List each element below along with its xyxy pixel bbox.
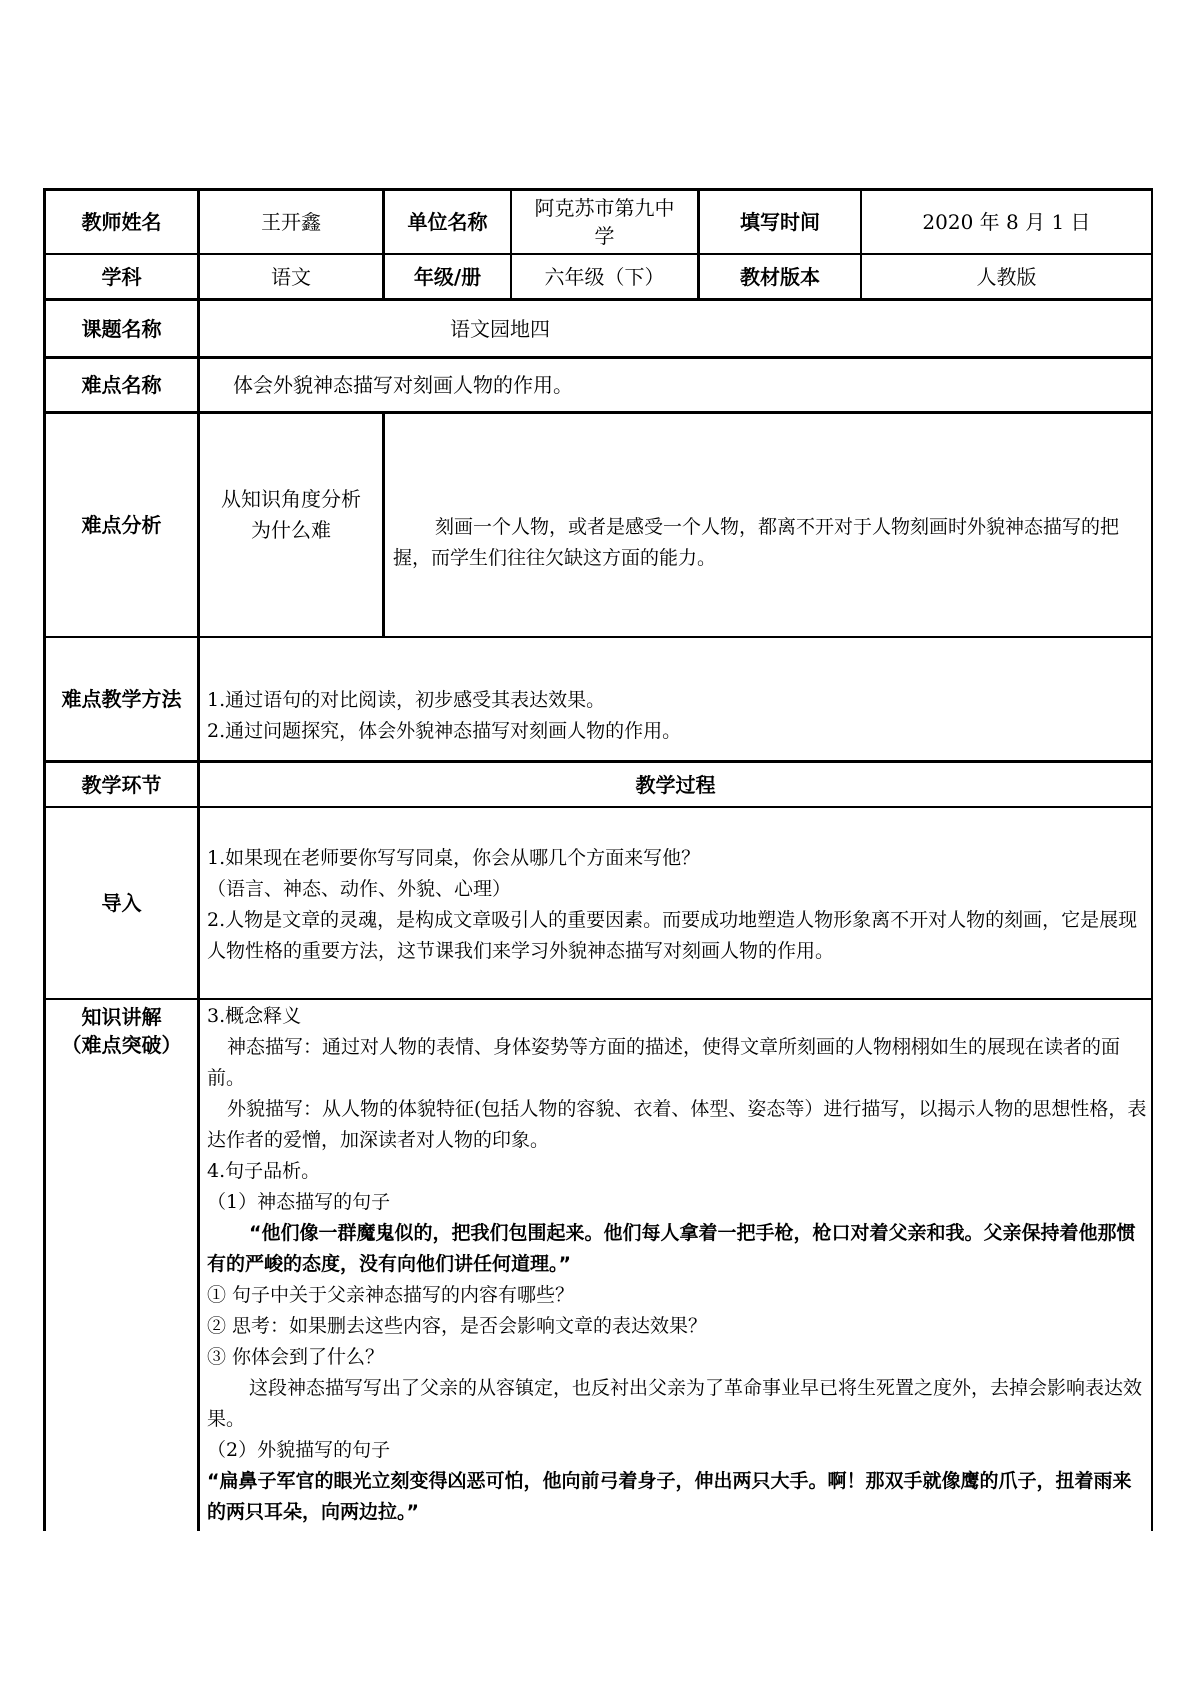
method-item-2: 2.通过问题探究，体会外貌神态描写对刻画人物的作用。 [207,720,682,742]
knowledge-p4: 4.句子品析。 [207,1160,321,1182]
analysis-text [393,512,1145,574]
knowledge-p2: 神态描写：通过对人物的表情、身体姿势等方面的描述，使得文章所刻画的人物栩栩如生的展现在读者的面前。 [207,1036,1121,1089]
knowledge-p9: ③ 你体会到了什么？ [207,1346,385,1368]
border-right [1151,189,1153,1531]
knowledge-p7: ① 句子中关于父亲神态描写的内容有哪些？ [207,1284,575,1306]
knowledge-p11: （2）外貌描写的句子 [207,1439,391,1461]
row-line-5 [43,636,1153,638]
topic-value: 语文园地四 [450,316,550,341]
intro-line-2: （语言、神态、动作、外貌、心理） [207,878,512,900]
unit-name-line1: 阿克苏市第九中 [534,196,675,220]
analysis-label: 难点分析 [81,513,162,537]
knowledge-p5: （1）神态描写的句子 [207,1191,391,1213]
topic-label: 课题名称 [81,316,162,341]
knowledge-p1: 3.概念释义 [207,1005,302,1027]
unit-name [512,191,697,253]
analysis-sub-label-line2: 为什么难 [251,518,331,542]
unit-name-label: 单位名称 [407,210,488,234]
edition-label: 教材版本 [740,264,820,289]
edition: 人教版 [976,264,1037,289]
knowledge-label-line2: （难点突破） [61,1033,182,1057]
unit-name-line2: 学 [594,224,615,248]
knowledge-p10: 这段神态描写写出了父亲的从容镇定，也反衬出父亲为了革命事业早已将生死置之度外，去掉会影响表达效果。 [207,1377,1143,1430]
knowledge-text [207,1001,1147,1528]
difficulty-label: 难点名称 [81,373,162,397]
row-line-7 [43,806,1153,808]
knowledge-label-line1: 知识讲解 [81,1005,162,1029]
fill-time-label: 填写时间 [740,210,820,234]
analysis-sub-label [200,404,382,626]
fill-time: 2020 年 8 月 1 日 [922,210,1091,234]
difficulty-value: 体会外貌神态描写对刻画人物的作用。 [233,373,573,397]
analysis-paragraph: 刻画一个人物，或者是感受一个人物，都离不开对于人物刻画时外貌神态描写的把握，而学生们往往欠缺这方面的能力。 [393,516,1120,569]
grade-label: 年级/册 [413,264,482,289]
subject: 语文 [271,264,311,289]
stage-label: 教学环节 [81,772,162,797]
knowledge-p3: 外貌描写：从人物的体貌特征(包括人物的容貌、衣着、体型、姿态等）进行描写，以揭示人物的思想性格，表达作者的爱憎，加深读者对人物的印象。 [207,1098,1147,1151]
teacher-name: 王开鑫 [261,210,321,234]
process-label: 教学过程 [635,772,716,797]
divider-analysis [382,413,385,637]
row-line-8 [43,998,1153,1000]
knowledge-p12: “扁鼻子军官的眼光立刻变得凶恶可怕，他向前弓着身子，伸出两只大手。啊！那双手就像鹰的爪子，扭着雨来的两只耳朵，向两边拉。” [207,1470,1132,1523]
knowledge-label [46,1000,197,1062]
subject-label: 学科 [101,264,142,289]
intro-line-3: 2.人物是文章的灵魂，是构成文章吸引人的重要因素。而要成功地塑造人物形象离不开对人物的刻画，它是展现人物性格的重要方法，这节课我们来学习外貌神态描写对刻画人物的作用。 [207,909,1138,962]
intro-label: 导入 [101,891,142,915]
analysis-sub-label-line1: 从知识角度分析 [221,487,361,511]
knowledge-p6: “他们像一群魔鬼似的，把我们包围起来。他们每人拿着一把手枪，枪口对着父亲和我。父亲保持着他那惯有的严峻的态度，没有向他们讲任何道理。” [207,1222,1136,1275]
method-list [207,685,1147,747]
divider-col1 [197,189,200,1531]
method-label: 难点教学方法 [61,687,182,711]
knowledge-p8: ② 思考：如果删去这些内容，是否会影响文章的表达效果？ [207,1315,708,1337]
intro-text [207,843,1147,967]
method-item-1: 1.通过语句的对比阅读，初步感受其表达效果。 [207,689,606,711]
teacher-name-label: 教师姓名 [81,210,162,234]
grade: 六年级（下） [544,264,665,289]
intro-line-1: 1.如果现在老师要你写写同桌，你会从哪几个方面来写他？ [207,847,701,869]
